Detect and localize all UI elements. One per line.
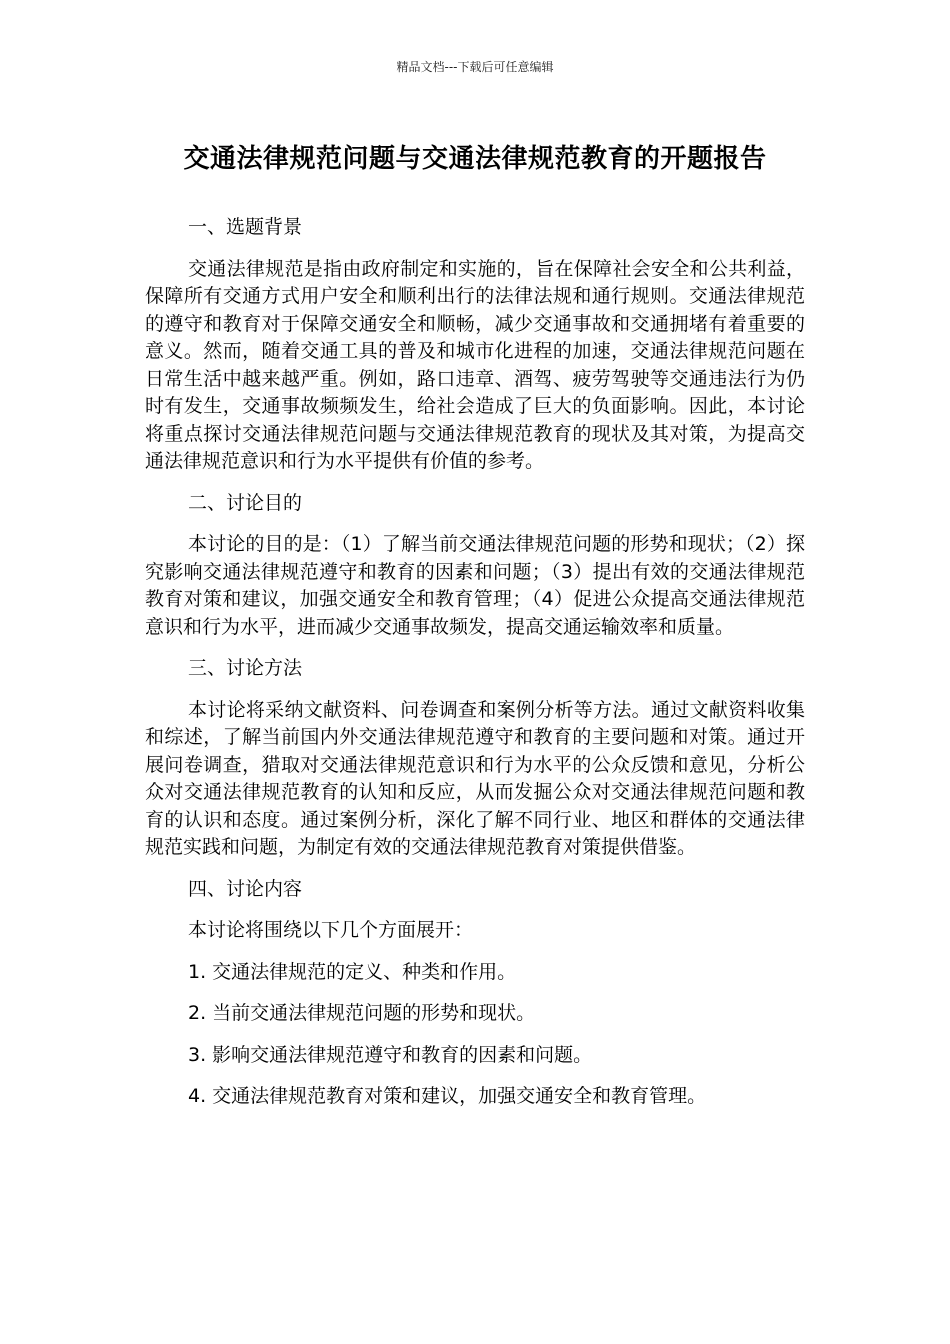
section-heading-background: 一、选题背景	[188, 216, 303, 238]
list-item: 1. 交通法律规范的定义、种类和作用。	[188, 960, 517, 983]
section-heading-purpose: 二、讨论目的	[188, 491, 303, 514]
list-item: 2. 当前交通法律规范问题的形势和现状。	[188, 1002, 536, 1024]
header-note: 精品文档---下载后可任意编辑	[396, 60, 554, 74]
section-body-method: 本讨论将采纳文献资料、问卷调查和案例分析等方法。通过文献资料收集和综述，了解当前国内外交通法律规范遵守和教育的主要问题和对策。通过开展问卷调查，猎取对交通法律规范意识和行为水平的公众反馈和意见，分析公众对交通法律规范教育的认知和反应，从而发掘公众对交通法律规范问题和教育的认识和态度。通过案例分析，深化了解不同行业、地区和群体的交通法律规范实践和问题，为制定有效的交通法律规范教育对策提供借鉴。	[145, 698, 805, 858]
section-body-background: 交通法律规范是指由政府制定和实施的，旨在保障社会安全和公共利益，保障所有交通方式用户安全和顺利出行的法律法规和通行规则。交通法律规范的遵守和教育对于保障交通安全和顺畅，减少交通事故和交通拥堵有着重要的意义。然而，随着交通工具的普及和城市化进程的加速，交通法律规范问题在日常生活中越来越严重。例如，路口违章、酒驾、疲劳驾驶等交通违法行为仍时有发生，交通事故频频发生，给社会造成了巨大的负面影响。因此，本讨论将重点探讨交通法律规范问题与交通法律规范教育的现状及其对策，为提高交通法律规范意识和行为水平提供有价值的参考。	[145, 257, 805, 472]
list-item: 3. 影响交通法律规范遵守和教育的因素和问题。	[188, 1043, 593, 1066]
section-heading-content: 四、讨论内容	[188, 877, 303, 900]
section-heading-method: 三、讨论方法	[188, 657, 303, 679]
document-body	[145, 214, 805, 1125]
section-body-purpose: 本讨论的目的是：（1）了解当前交通法律规范问题的形势和现状；（2）探究影响交通法律规范遵守和教育的因素和问题；（3）提出有效的交通法律规范教育对策和建议，加强交通安全和教育管理；（4）促进公众提高交通法律规范意识和行为水平，进而减少交通事故频发，提高交通运输效率和质量。	[145, 533, 805, 638]
page-title: 交通法律规范问题与交通法律规范教育的开题报告	[183, 144, 767, 174]
section-intro-content: 本讨论将围绕以下几个方面展开：	[188, 919, 474, 941]
list-item: 4. 交通法律规范教育对策和建议，加强交通安全和教育管理。	[188, 1085, 707, 1107]
